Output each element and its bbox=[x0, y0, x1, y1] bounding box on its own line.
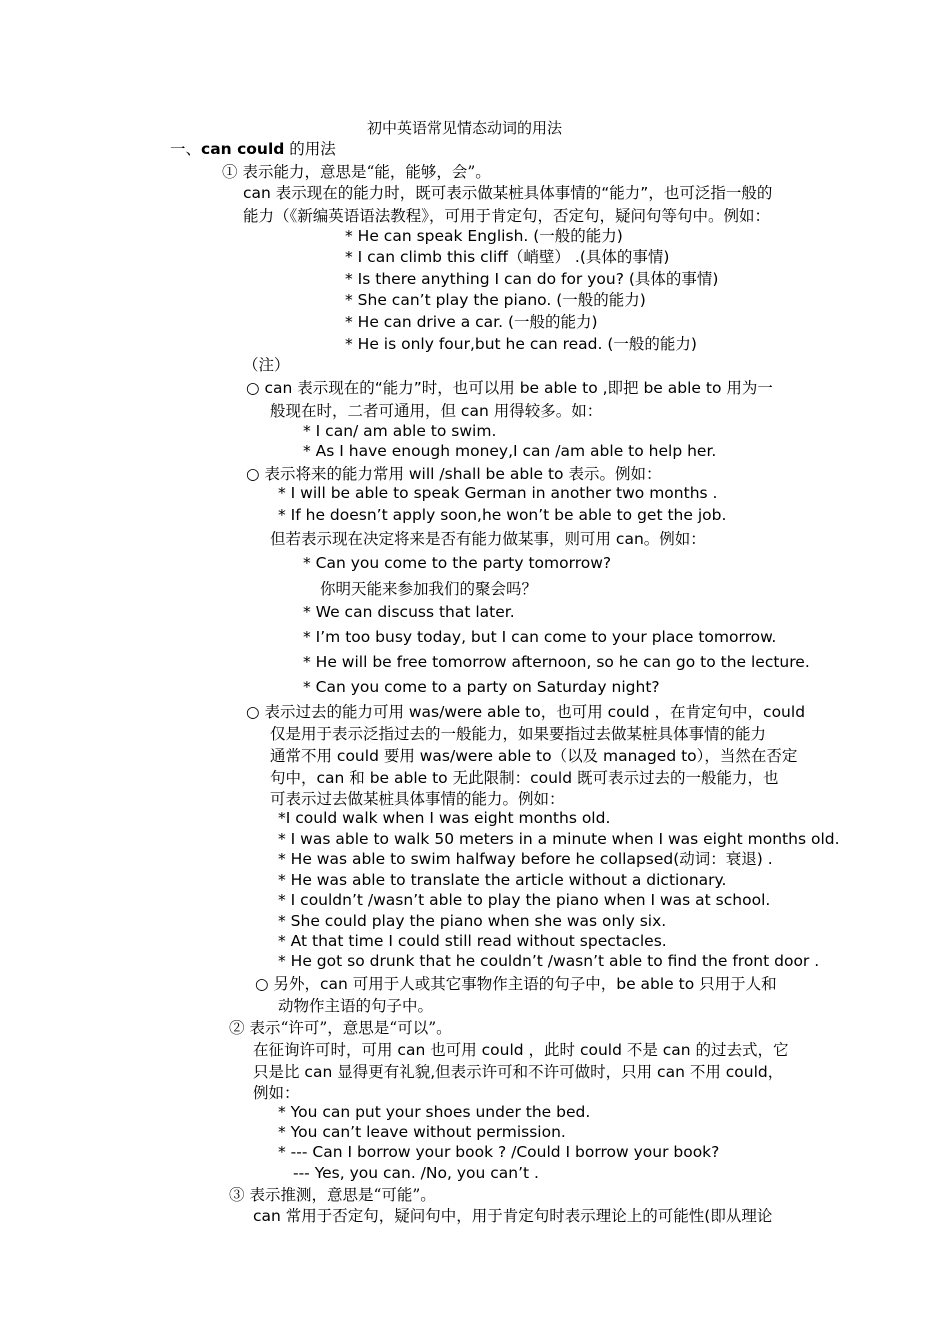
example-sentence: * As I have enough money,I can /am able to help her. bbox=[303, 442, 717, 460]
point2-head: 表示“许可”，意思是“可以”。 bbox=[249, 1019, 452, 1037]
example-sentence: * I will be able to speak German in another two months . bbox=[278, 484, 718, 502]
section-heading bbox=[170, 139, 336, 159]
section-heading-keywords: can could bbox=[201, 140, 285, 158]
point1-marker: ① bbox=[222, 163, 238, 181]
example-sentence: * He got so drunk that he couldn’t /wasn’t able to find the front door . bbox=[278, 952, 820, 970]
example-sentence: * Can you come to the party tomorrow? bbox=[303, 554, 612, 572]
page-title: 初中英语常见情态动词的用法 bbox=[367, 119, 563, 137]
example-sentence: * You can put your shoes under the bed. bbox=[278, 1103, 591, 1121]
point2-heading bbox=[229, 1018, 452, 1038]
point2-marker: ② bbox=[229, 1019, 245, 1037]
note-line: 句中，can 和 be able to 无此限制：could 既可表示过去的一般能力，也 bbox=[270, 769, 779, 787]
note-line: 仅是用于表示泛指过去的一般能力，如果要指过去做某桩具体事情的能力 bbox=[270, 725, 767, 743]
point1-heading bbox=[222, 162, 491, 182]
example-sentence: * She could play the piano when she was only six. bbox=[278, 912, 667, 930]
example-sentence: * At that time I could still read without spectacles. bbox=[278, 932, 667, 950]
example-sentence: * I couldn’t /wasn’t able to play the piano when I was at school. bbox=[278, 891, 771, 909]
example-translation: 你明天能来参加我们的聚会吗？ bbox=[320, 580, 538, 598]
point3-desc-line: can 常用于否定句，疑问句中，用于肯定句时表示理论上的可能性(即从理论 bbox=[253, 1207, 773, 1225]
example-sentence: * She can’t play the piano. (一般的能力) bbox=[345, 291, 646, 309]
section-prefix: 一、 bbox=[170, 140, 202, 158]
example-sentence: * If he doesn’t apply soon,he won’t be able to get the job. bbox=[278, 506, 727, 524]
note-line: 但若表示现在决定将来是否有能力做某事，则可用 can。例如： bbox=[270, 530, 706, 548]
example-sentence: * He can drive a car. (一般的能力) bbox=[345, 313, 598, 331]
example-sentence: * He will be free tomorrow afternoon, so he can go to the lecture. bbox=[303, 653, 810, 671]
example-sentence: * I was able to walk 50 meters in a minute when I was eight months old. bbox=[278, 830, 840, 848]
note-line: ○ 另外，can 可用于人或其它事物作主语的句子中，be able to 只用于人和 bbox=[255, 975, 777, 993]
example-sentence: * I’m too busy today, but I can come to your place tomorrow. bbox=[303, 628, 777, 646]
note-line: 通常不用 could 要用 was/were able to（以及 managed to），当然在否定 bbox=[270, 747, 798, 765]
example-sentence: * He is only four,but he can read. (一般的能力) bbox=[345, 335, 697, 353]
note-label: （注） bbox=[243, 356, 290, 374]
note-line: 般现在时，二者可通用，但 can 用得较多。如： bbox=[270, 402, 603, 420]
point3-heading bbox=[229, 1185, 436, 1205]
example-sentence: * --- Can I borrow your book ? /Could I borrow your book? bbox=[278, 1143, 720, 1161]
point2-desc-line: 例如： bbox=[253, 1084, 300, 1102]
note-line: 动物作主语的句子中。 bbox=[278, 997, 434, 1015]
example-sentence: * I can climb this cliff（峭壁） .(具体的事情) bbox=[345, 248, 670, 266]
example-sentence: --- Yes, you can. /No, you can’t . bbox=[293, 1164, 539, 1182]
example-sentence: * He was able to translate the article without a dictionary. bbox=[278, 871, 727, 889]
section-heading-tail: 的用法 bbox=[284, 140, 336, 158]
note-line: 可表示过去做某桩具体事情的能力。例如： bbox=[270, 790, 565, 808]
point2-desc-line: 在征询许可时，可用 can 也可用 could ，此时 could 不是 can 的过去式，它 bbox=[253, 1041, 789, 1059]
point1-desc-line: can 表示现在的能力时，既可表示做某桩具体事情的“能力”，也可泛指一般的 bbox=[243, 184, 773, 202]
point3-marker: ③ bbox=[229, 1186, 245, 1204]
example-sentence: * We can discuss that later. bbox=[303, 603, 515, 621]
example-sentence: * I can/ am able to swim. bbox=[303, 422, 497, 440]
example-sentence: * Is there anything I can do for you? (具体的事情) bbox=[345, 270, 719, 288]
example-sentence: * You can’t leave without permission. bbox=[278, 1123, 566, 1141]
point2-desc-line: 只是比 can 显得更有礼貌,但表示许可和不许可做时，只用 can 不用 could， bbox=[253, 1063, 784, 1081]
point1-head: 表示能力，意思是“能，能够，会”。 bbox=[242, 163, 491, 181]
example-sentence: * He can speak English. (一般的能力) bbox=[345, 227, 623, 245]
example-sentence: * He was able to swim halfway before he collapsed(动词：衰退) . bbox=[278, 850, 773, 868]
point1-desc-line: 能力（《新编英语语法教程》，可用于肯定句，否定句，疑问句等句中。例如： bbox=[243, 207, 771, 225]
note-line: ○ 表示将来的能力常用 will /shall be able to 表示。例如： bbox=[246, 465, 662, 483]
note-line: ○ 表示过去的能力可用 was/were able to，也可用 could ，在肯定句中，could bbox=[246, 703, 806, 721]
note-line: ○ can 表示现在的“能力”时，也可以用 be able to ,即把 be able to 用为一 bbox=[246, 379, 773, 397]
example-sentence: *I could walk when I was eight months old. bbox=[278, 809, 611, 827]
example-sentence: * Can you come to a party on Saturday night? bbox=[303, 678, 660, 696]
point3-head: 表示推测，意思是“可能”。 bbox=[249, 1186, 436, 1204]
